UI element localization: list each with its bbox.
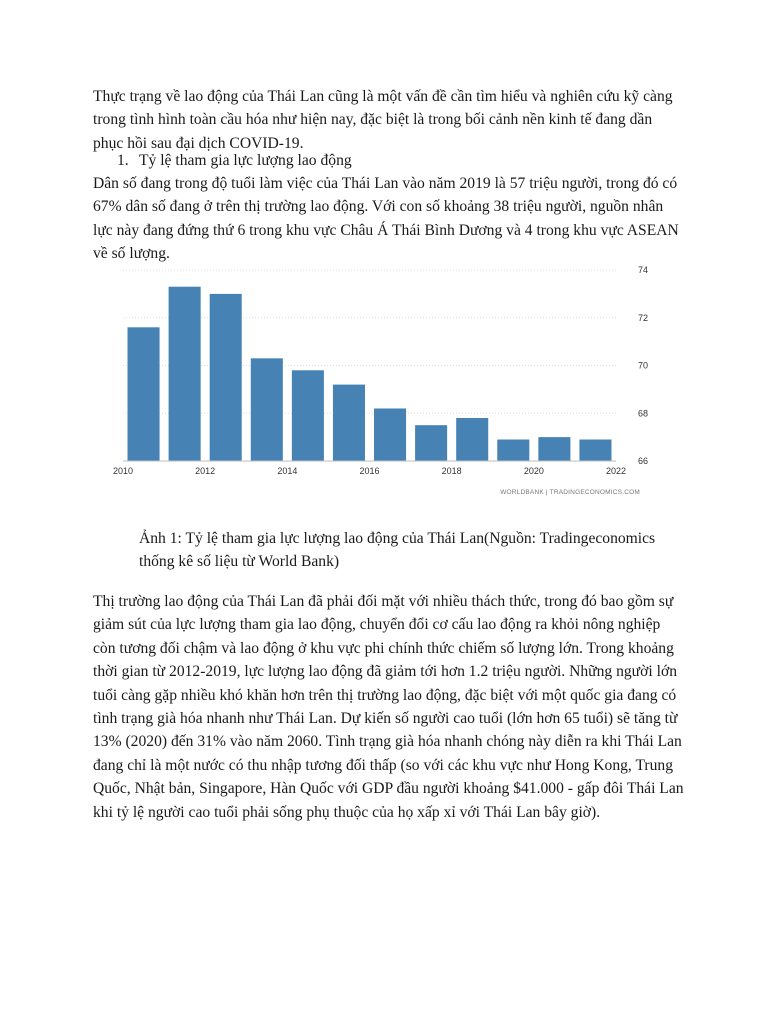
x-tick-label: 2020	[523, 466, 544, 476]
list-heading-text: Tỷ lệ tham gia lực lượng lao động	[139, 152, 352, 169]
x-tick-label: 2022	[605, 466, 627, 476]
numbered-heading	[117, 149, 352, 172]
bar	[169, 287, 201, 461]
population-paragraph: Dân số đang trong độ tuổi làm việc của Thái Lan vào năm 2019 là 57 triệu người, trong đó có 67% dân số đang ở trên thị trường lao động. Với con số khoảng 38 triệu người, nguồn nhân lực này đang đứng thứ 6 trong khu vực Châu Á Thái Bình Dương và 4 trong khu vực ASEAN về số lượng.	[93, 175, 679, 263]
intro-paragraph: Thực trạng về lao động của Thái Lan cũng là một vấn đề cần tìm hiểu và nghiên cứu kỹ càng trong tình hình toàn cầu hóa như hiện nay, đặc biệt là trong bối cảnh nền kinh tế đang dần phục hồi sau đại dịch COVID-19.	[93, 88, 673, 152]
y-tick-label: 70	[638, 360, 649, 371]
chart-svg	[108, 260, 653, 500]
list-number: 1.	[117, 152, 129, 169]
bar	[210, 294, 242, 461]
labor-participation-chart	[108, 260, 653, 500]
x-tick-label: 2010	[112, 466, 134, 476]
x-tick-label: 2012	[195, 466, 216, 476]
y-tick-label: 68	[638, 408, 649, 419]
x-tick-label: 2016	[359, 466, 380, 476]
x-tick-label: 2018	[441, 466, 462, 476]
bar	[497, 440, 529, 461]
bar	[415, 425, 447, 461]
y-tick-label: 66	[638, 456, 649, 466]
y-tick-label: 74	[638, 265, 649, 275]
bar	[579, 440, 611, 461]
x-tick-label: 2014	[277, 466, 298, 476]
bar	[251, 358, 283, 461]
chart-source: WORLDBANK | TRADINGECONOMICS.COM	[500, 489, 640, 496]
bar	[374, 408, 406, 461]
bar	[456, 418, 488, 461]
y-tick-label: 72	[638, 312, 649, 323]
figure-caption: Ảnh 1: Tỷ lệ tham gia lực lượng lao động của Thái Lan(Nguồn: Tradingeconomics thống kê số liệu từ World Bank)	[139, 530, 656, 571]
labor-market-paragraph: Thị trường lao động của Thái Lan đã phải đối mặt với nhiều thách thức, trong đó bao gồm sự giảm sút của lực lượng tham gia lao động, chuyển đổi cơ cấu lao động ra khỏi nông nghiệp còn tương đối chậm và lao động ở khu vực phi chính thức chiếm số lượng lớn. Trong khoảng thời gian từ 2012-2019, lực lượng lao động đã giảm tới hơn 1.2 triệu người. Những người lớn tuổi càng gặp nhiều khó khăn hơn trên thị trường lao động, đặc biệt với một quốc gia đang có tình trạng già hóa nhanh như Thái Lan. Dự kiến số người cao tuổi (lớn hơn 65 tuổi) sẽ tăng từ 13% (2020) đến 31% vào năm 2060. Tình trạng già hóa nhanh chóng này diễn ra khi Thái Lan đang chỉ là một nước có thu nhập tương đối thấp (so với các khu vực như Hong Kong, Trung Quốc, Nhật bản, Singapore, Hàn Quốc với GDP đầu người khoảng $41.000 - gấp đôi Thái Lan khi tỷ lệ người cao tuổi phải sống phụ thuộc của họ xấp xỉ với Thái Lan bây giờ).	[93, 593, 684, 821]
bar	[538, 437, 570, 461]
bar	[333, 385, 365, 461]
bar	[128, 327, 160, 461]
bar	[292, 370, 324, 461]
